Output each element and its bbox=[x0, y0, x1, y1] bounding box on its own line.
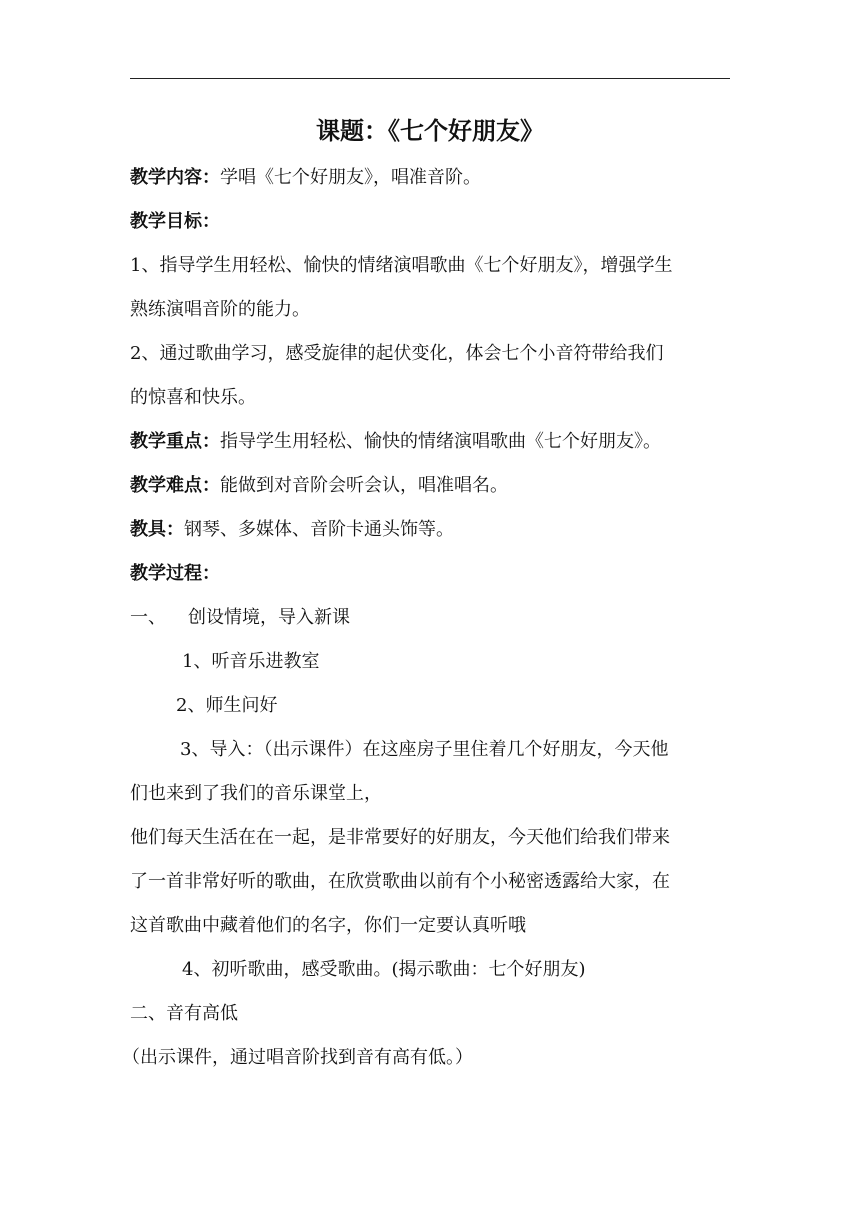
section-2-heading: 二、音有高低 bbox=[130, 1003, 238, 1024]
intro-paragraph-line-1: 他们每天生活在在一起，是非常要好的好朋友，今天他们给我们带来 bbox=[130, 827, 670, 848]
teaching-tools-label: 教具： bbox=[130, 519, 184, 540]
step-1: 1、听音乐进教室 bbox=[182, 651, 320, 672]
section-2-note: （出示课件，通过唱音阶找到音有高有低。） bbox=[122, 1047, 473, 1068]
teaching-tools bbox=[130, 508, 730, 552]
teaching-content-text: 学唱《七个好朋友》，唱准音阶。 bbox=[220, 167, 481, 188]
key-point-label: 教学重点： bbox=[130, 431, 220, 452]
key-point-text: 指导学生用轻松、愉快的情绪演唱歌曲《七个好朋友》。 bbox=[220, 431, 661, 452]
difficulty-text: 能做到对音阶会听会认，唱准唱名。 bbox=[220, 475, 508, 496]
teaching-process-label: 教学过程： bbox=[130, 563, 220, 584]
goal-2-line-2: 的惊喜和快乐。 bbox=[130, 387, 256, 408]
document-body bbox=[122, 106, 730, 1080]
difficulty bbox=[130, 464, 730, 508]
section-1-title: 创设情境，导入新课 bbox=[188, 607, 350, 628]
goal-1-line-1: 1、指导学生用轻松、愉快的情绪演唱歌曲《七个好朋友》，增强学生 bbox=[130, 255, 673, 276]
teaching-content bbox=[130, 156, 730, 200]
difficulty-label: 教学难点： bbox=[130, 475, 220, 496]
step-2: 2、师生问好 bbox=[176, 695, 278, 716]
step-3-line-1: 3、导入：（出示课件）在这座房子里住着几个好朋友，今天他 bbox=[180, 739, 669, 760]
teaching-goals-label: 教学目标： bbox=[130, 211, 220, 232]
section-1-heading bbox=[130, 596, 730, 640]
header-rule bbox=[130, 78, 730, 79]
goal-1-line-2: 熟练演唱音阶的能力。 bbox=[130, 299, 310, 320]
lesson-title: 课题：《七个好朋友》 bbox=[316, 117, 544, 145]
teaching-content-label: 教学内容： bbox=[130, 167, 220, 188]
key-point bbox=[130, 420, 730, 464]
section-1-number: 一、 bbox=[130, 607, 166, 628]
goal-2-line-1: 2、通过歌曲学习，感受旋律的起伏变化，体会七个小音符带给我们 bbox=[130, 343, 664, 364]
step-3-line-2: 们也来到了我们的音乐课堂上， bbox=[130, 783, 382, 804]
intro-paragraph-line-3: 这首歌曲中藏着他们的名字，你们一定要认真听哦 bbox=[130, 915, 526, 936]
intro-paragraph-line-2: 了一首非常好听的歌曲，在欣赏歌曲以前有个小秘密透露给大家，在 bbox=[130, 871, 670, 892]
step-4: 4、初听歌曲，感受歌曲。(揭示歌曲：七个好朋友) bbox=[182, 959, 586, 980]
teaching-tools-text: 钢琴、多媒体、音阶卡通头饰等。 bbox=[184, 519, 454, 540]
